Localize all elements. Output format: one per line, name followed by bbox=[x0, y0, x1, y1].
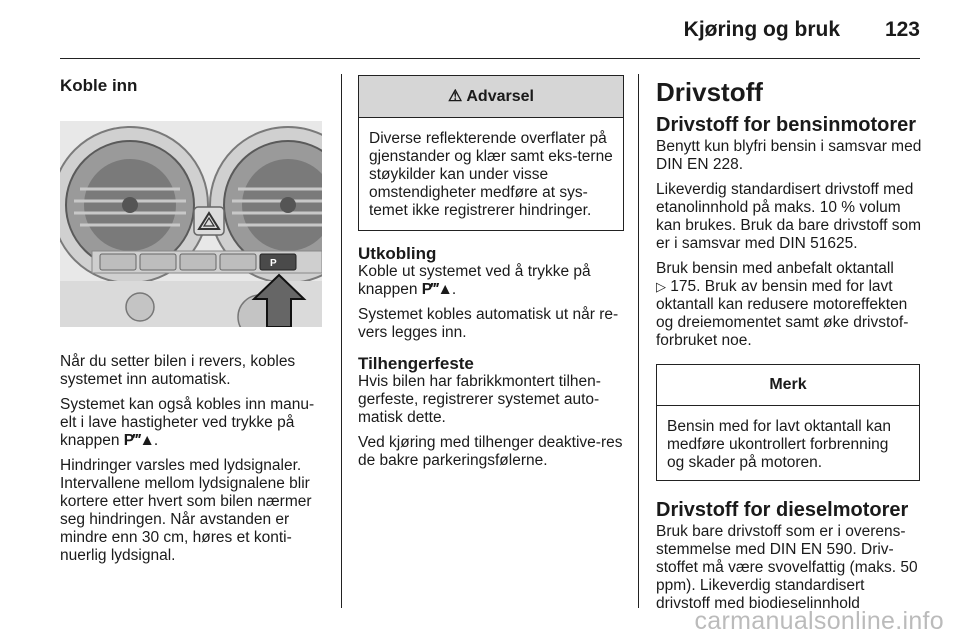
dashboard-figure bbox=[60, 121, 322, 327]
section-heading: Utkobling bbox=[358, 244, 437, 263]
warning-box bbox=[358, 75, 624, 231]
watermark: carmanualsonline.info bbox=[694, 607, 944, 635]
warning-triangle-icon: ⚠ bbox=[448, 87, 463, 105]
paragraph: Hindringer varsles med lydsignaler. Intervallene mellom lydsignalene blir kortere etter hvert som bilen nærmer seg hindringen. Når avstanden er mindre enn 30 cm, høres et konti-nuerlig lydsignal. bbox=[60, 457, 312, 564]
paragraph: Benytt kun blyfri bensin i samsvar med DIN EN 228. bbox=[656, 138, 922, 173]
chapter-title: Kjøring og bruk bbox=[683, 18, 840, 41]
paragraph: Likeverdig standardisert drivstoff med etanolinnhold på maks. 10 % volum kan brukes. Bruk da bare drivstoff som er i samsvar med DIN 51625. bbox=[656, 181, 922, 252]
column-1 bbox=[60, 74, 328, 572]
note-text: Bensin med for lavt oktantall kan medføre ukontrollert forbrenning og skader på motoren. bbox=[667, 418, 892, 471]
section-heading: Tilhengerfeste bbox=[358, 354, 474, 373]
paragraph: Bruk bensin med anbefalt oktantall ▷ 175. Bruk av bensin med for lavt oktantall kan redusere motoreffekten og dreiemomentet samt øke drivstof-forbruket noe. bbox=[656, 260, 909, 349]
section-heading: Koble inn bbox=[60, 76, 138, 95]
warning-text: Diverse reflekterende overflater på gjenstander og klær samt eks-terne støykilder kan under visse omstendigheter medføre at sys-temet ikke registrerer hindringer. bbox=[369, 130, 613, 219]
column-3 bbox=[656, 74, 922, 620]
chapter-section-heading: Drivstoff bbox=[656, 77, 763, 107]
hazard-button-icon bbox=[194, 207, 224, 235]
column-2 bbox=[358, 74, 624, 477]
warning-title: Advarsel bbox=[466, 87, 534, 105]
subsection-heading: Drivstoff for bensinmotorer bbox=[656, 114, 917, 136]
paragraph: Systemet kobles automatisk ut når re-vers legges inn. bbox=[358, 306, 619, 341]
park-assist-button-label: P bbox=[270, 258, 277, 269]
park-assist-symbol-icon: P‴▲ bbox=[421, 281, 452, 298]
paragraph: Ved kjøring med tilhenger deaktive-res de bakre parkeringsfølerne. bbox=[358, 434, 623, 469]
page-header bbox=[60, 0, 920, 59]
park-assist-button bbox=[260, 254, 296, 270]
paragraph: Koble ut systemet ved å trykke på knappen P‴▲. bbox=[358, 263, 591, 298]
column-divider bbox=[638, 74, 639, 608]
subsection-heading: Drivstoff for dieselmotorer bbox=[656, 499, 909, 521]
park-assist-symbol-icon: P‴▲ bbox=[123, 432, 154, 449]
paragraph: Når du setter bilen i revers, kobles systemet inn automatisk. bbox=[60, 353, 296, 388]
dashboard-illustration bbox=[60, 121, 322, 327]
warning-header bbox=[359, 76, 623, 118]
page-reference-icon: ▷ bbox=[656, 279, 666, 294]
paragraph: Hvis bilen har fabrikkmontert tilhen-gerfeste, registrerer systemet auto-matisk dette. bbox=[358, 373, 601, 426]
note-title: Merk bbox=[657, 365, 919, 406]
paragraph: Bruk bare drivstoff som er i overens-stemmelse med DIN EN 590. Driv-stoffet må være svovelfattig (maks. 50 ppm). Likeverdig standardisert drivstoff med biodieselinnhold bbox=[656, 523, 918, 612]
paragraph: Systemet kan også kobles inn manu-elt i lave hastigheter ved trykke på knappen P‴▲. bbox=[60, 396, 315, 449]
column-divider bbox=[341, 74, 342, 608]
note-box bbox=[656, 364, 920, 481]
page-number: 123 bbox=[884, 18, 920, 41]
